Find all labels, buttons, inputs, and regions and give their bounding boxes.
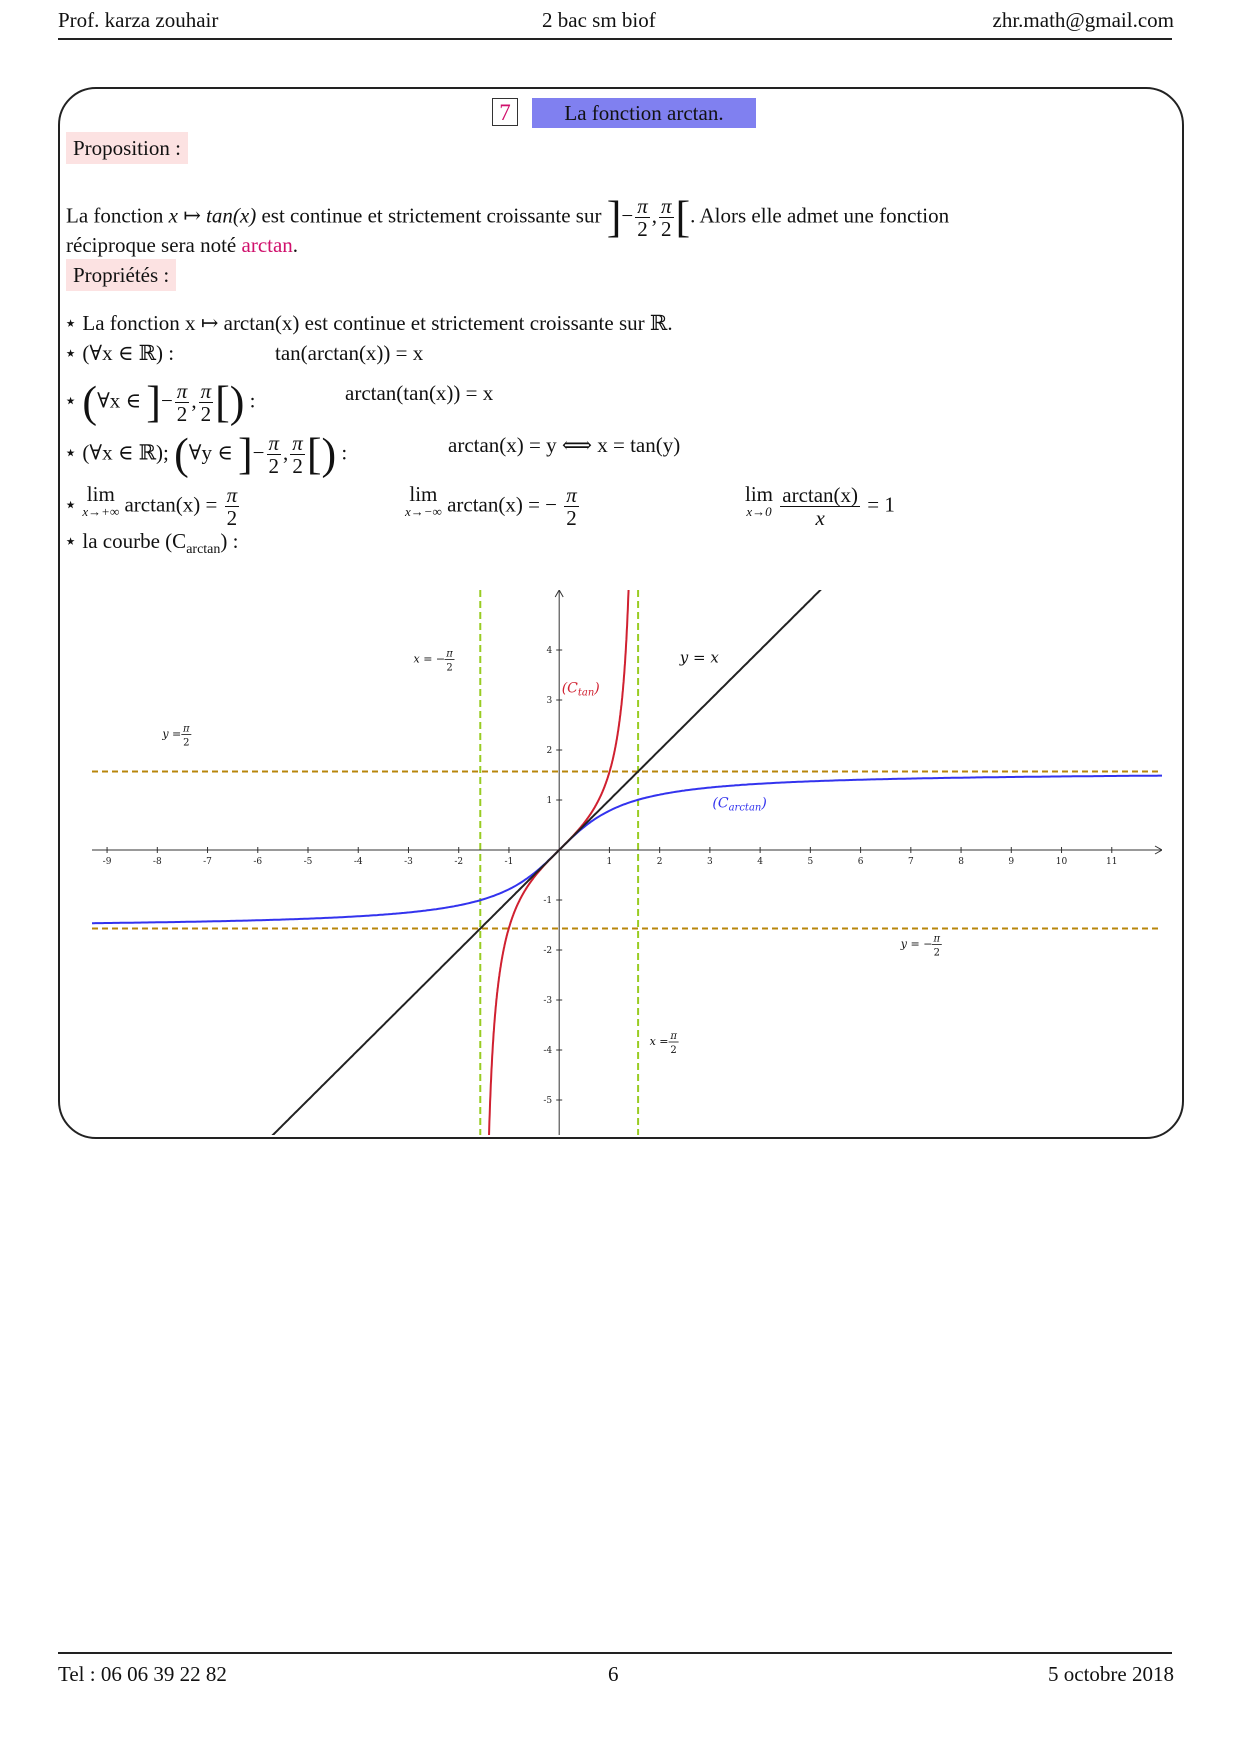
property-4-right: arctan(x) = y ⟺ x = tan(y) <box>448 433 681 457</box>
axes-layer <box>92 590 1162 1135</box>
y-tick-label: -1 <box>543 896 553 906</box>
x-tick-label: 11 <box>1106 857 1118 867</box>
y-tick-label: 1 <box>546 796 553 806</box>
label-y-minus-pi2: y = − <box>900 937 933 951</box>
proposition-text-b: est continue et strictement croissante sur <box>261 203 602 228</box>
label-x-pi2-two: 2 <box>670 1045 677 1056</box>
bracket-left: ] <box>146 377 161 427</box>
label-x-pi2-pi: π <box>670 1031 677 1042</box>
proposition-text-c: . Alors elle admet une fonction <box>690 203 950 228</box>
x-tick-label: 2 <box>656 857 663 867</box>
proposition-text-d: réciproque sera noté <box>66 233 237 257</box>
footer-rule <box>58 1652 1172 1654</box>
x-tick-label: 10 <box>1055 857 1068 867</box>
x-tick-label: 6 <box>857 857 864 867</box>
property-3-left: ⋆ (∀x ∈ ]− $\frac{\pi}{2}$ , $\frac{\pi}{2}$ [) : <box>64 377 256 427</box>
frac-arctan-x: $\frac{\arctan(x)}{x}$ <box>782 483 859 531</box>
label-x-minus-pi2-pi: π <box>446 648 453 660</box>
section-number: 7 <box>492 98 518 126</box>
label-x-minus-pi2: x = − <box>413 652 446 666</box>
y-tick-label: 4 <box>546 646 553 656</box>
proposition-tag: Proposition : <box>66 132 188 164</box>
y-tick-label: 3 <box>546 696 553 706</box>
label-y-minus-pi2-pi: π <box>933 933 941 945</box>
y-tick-label: -4 <box>543 1046 553 1056</box>
property-2-left: ⋆ (∀x ∈ ℝ) : <box>64 341 175 365</box>
paren-left: ( <box>174 429 189 479</box>
frac-pi-2: $\frac{\pi}{2}$ <box>660 194 672 242</box>
bracket-left: ] <box>238 429 253 479</box>
frac-pi-2: $\frac{\pi}{2}$ <box>176 379 188 427</box>
footer-page: 6 <box>608 1662 619 1686</box>
x-tick-label: -2 <box>454 857 464 867</box>
label-x-pi2: x = <box>649 1035 669 1048</box>
y-tick-label: -5 <box>543 1096 553 1106</box>
proposition-line1: La fonction x ↦ tan(x) est continue et strictement croissante sur ]− $\frac{\pi}{2}$ , $\frac{\pi}{2}$ [. Alors elle admet une fonction <box>66 192 950 242</box>
y-tick-label: -2 <box>543 946 553 956</box>
x-tick-label: 8 <box>958 857 964 867</box>
minus-sign: − <box>621 203 634 228</box>
paren-right: ) <box>229 377 245 427</box>
p4-mid-text: ∀y ∈ <box>188 440 233 465</box>
bracket-right: [ <box>215 377 230 427</box>
proposition-text-a: La fonction <box>66 203 164 228</box>
x-tick-label: 1 <box>606 857 613 867</box>
x-tick-label: 4 <box>757 857 763 867</box>
section-title: La fonction arctan. <box>532 98 756 128</box>
labels-layer <box>161 649 941 1057</box>
x-tick-label: 5 <box>807 857 814 867</box>
property-1: ⋆ La fonction x ↦ arctan(x) est continue et strictement croissante sur ℝ. <box>64 311 673 335</box>
frac-pi-2: $\frac{\pi}{2}$ <box>226 483 238 531</box>
carctan-label: $(C_{arctan})$ <box>712 795 767 814</box>
header-level: 2 bac sm biof <box>542 8 656 32</box>
frac-pi-2: $\frac{\pi}{2}$ <box>637 194 648 242</box>
bracket-right: [ <box>675 192 691 242</box>
proprietes-tag: Propriétés : <box>66 259 176 291</box>
period: . <box>292 233 299 257</box>
lim-operator: lim x→0 <box>745 482 774 519</box>
label-y-pi2-two: 2 <box>183 737 190 749</box>
x-tick-label: -8 <box>152 857 162 867</box>
x-tick-label: 7 <box>907 857 914 867</box>
x-tick-label: -7 <box>203 857 212 867</box>
x-tick-label: -1 <box>504 857 514 867</box>
ctan-label: $(C_{tan})$ <box>561 680 600 699</box>
arctan-chart <box>92 590 1162 1135</box>
limit-minus-inf: lim x→−∞ arctan(x) = − $\frac{\pi}{2}$ <box>405 482 577 531</box>
x-tick-label: -9 <box>102 857 112 867</box>
paren-right: ) <box>321 429 337 479</box>
x-tick-label: -6 <box>253 857 263 867</box>
header-rule <box>58 38 1172 40</box>
y-tick-label: 2 <box>546 746 553 756</box>
property-2-right: tan(arctan(x)) = x <box>275 341 424 365</box>
label-y-pi2-pi: π <box>183 723 190 735</box>
label-y-pi2: y = <box>162 727 182 741</box>
p4-left-text: ⋆ (∀x ∈ ℝ); <box>64 440 169 465</box>
frac-pi-2: $\frac{\pi}{2}$ <box>268 431 280 479</box>
footer-date: 5 octobre 2018 <box>1048 1662 1174 1686</box>
lim-operator: lim x→−∞ <box>405 482 442 519</box>
x-tick-label: -4 <box>353 857 363 867</box>
y-equals-x-label: y = x <box>679 648 719 667</box>
frac-pi-2: $\frac{\pi}{2}$ <box>292 431 303 479</box>
limit-plus-inf: ⋆ lim x→+∞ arctan(x) = $\frac{\pi}{2}$ <box>64 482 238 531</box>
property-4-left: ⋆ (∀x ∈ ℝ); (∀y ∈ ]− $\frac{\pi}{2}$ , $\frac{\pi}{2}$ [) : <box>64 429 348 479</box>
header-email[interactable]: zhr.math@gmail.com <box>992 8 1174 32</box>
p3-left-text: ∀x ∈ <box>97 388 142 413</box>
courbe-line: ⋆ la courbe $(C_{arctan})$ : <box>64 529 239 558</box>
curve-arctanx <box>92 776 1162 924</box>
arctan-highlight: arctan <box>241 233 293 257</box>
x-tick-label: 9 <box>1008 857 1015 867</box>
property-3-right: arctan(tan(x)) = x <box>345 381 494 405</box>
bracket-right: [ <box>306 429 322 479</box>
frac-pi-2: $\frac{\pi}{2}$ <box>566 483 577 531</box>
limit-zero: lim x→0 $\frac{\arctan(x)}{x}$ = 1 <box>745 482 895 531</box>
bracket-left: ] <box>606 192 622 242</box>
label-y-minus-pi2-two: 2 <box>933 947 940 959</box>
y-tick-label: -3 <box>543 996 553 1006</box>
proposition-map: x ↦ tan(x) <box>168 203 257 228</box>
x-tick-label: -3 <box>404 857 413 867</box>
header-author: Prof. karza zouhair <box>58 8 219 32</box>
x-tick-label: 3 <box>707 857 713 867</box>
x-tick-label: -5 <box>303 857 313 867</box>
footer-tel: Tel : 06 06 39 22 82 <box>58 1662 227 1686</box>
paren-left: ( <box>82 377 98 427</box>
frac-pi-2: $\frac{\pi}{2}$ <box>200 379 212 427</box>
label-x-minus-pi2-two: 2 <box>446 662 453 674</box>
proposition-line2 <box>66 232 298 258</box>
lim-operator: lim x→+∞ <box>82 482 120 519</box>
